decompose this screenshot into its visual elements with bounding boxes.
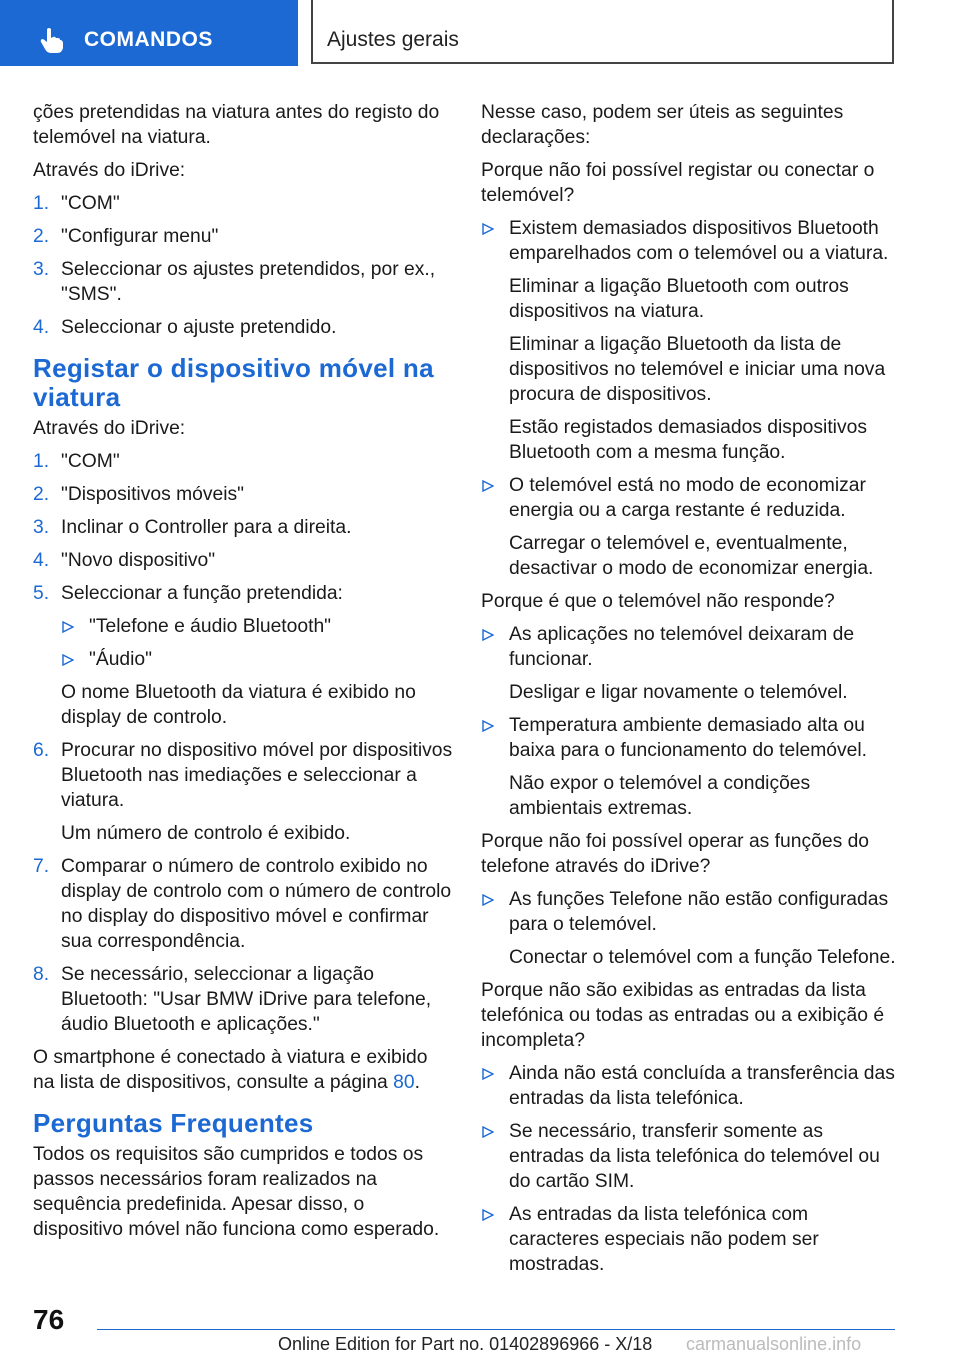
footer-divider [97, 1329, 895, 1330]
list-item [33, 614, 453, 639]
step-text: Se necessário, seleccionar a ligação Bluetooth: "Usar BMW iDrive para telefone, áudio Bluetooth e aplicações." [61, 964, 432, 1035]
list-item [481, 887, 901, 937]
list-item [33, 449, 453, 474]
question: Porque não são exibidas as entradas da lista telefónica ou todas as entradas ou a exibição é incompleta? [481, 980, 885, 1051]
step-number: 7. [33, 856, 50, 877]
answer-text: Se necessário, transferir somente as entradas da lista telefónica do telemóvel ou do cartão SIM. [509, 1121, 880, 1192]
list-item [33, 482, 453, 507]
closing-end: . [414, 1072, 420, 1093]
step-number: 4. [33, 317, 50, 338]
list-item [33, 548, 453, 573]
step-note: O nome Bluetooth da viatura é exibido no display de controlo. [61, 682, 416, 728]
option-text: "Telefone e áudio Bluetooth" [89, 616, 332, 637]
triangle-bullet-icon [62, 654, 74, 666]
paragraph: Através do iDrive: [33, 160, 186, 181]
heading-register: Registar o dispositivo móvel na viatura [33, 353, 434, 412]
step-text: Procurar no dispositivo móvel por dispositivos Bluetooth nas imediações e seleccionar a viatura. [61, 740, 453, 811]
step-number: 8. [33, 964, 50, 985]
answer-note: Estão registados demasiados dispositivos Bluetooth com a mesma função. [509, 417, 867, 463]
step-number: 4. [33, 550, 50, 571]
section-label: COMANDOS [84, 28, 213, 51]
option-text: "Áudio" [89, 649, 153, 670]
triangle-bullet-icon [482, 1209, 494, 1221]
closing-text: O smartphone é conectado à viatura e exibido na lista de dispositivos, consulte a página [33, 1047, 428, 1093]
step-number: 6. [33, 740, 50, 761]
list-item [481, 216, 901, 266]
step-number: 3. [33, 517, 50, 538]
answer-note: Eliminar a ligação Bluetooth com outros dispositivos na viatura. [509, 276, 849, 322]
answer-text: Temperatura ambiente demasiado alta ou baixa para o funcionamento do telemóvel. [509, 715, 868, 761]
list-item [481, 473, 901, 523]
step-number: 1. [33, 193, 50, 214]
page-header [0, 0, 960, 66]
answer-note: Conectar o telemóvel com a função Telefone. [509, 947, 896, 968]
page-link[interactable]: 80 [393, 1072, 415, 1093]
answer-note: Não expor o telemóvel a condições ambientais extremas. [509, 773, 811, 819]
list-item [33, 257, 453, 307]
step-number: 5. [33, 583, 50, 604]
answer-text: O telemóvel está no modo de economizar energia ou a carga restante é reduzida. [509, 475, 866, 521]
list-item [33, 854, 453, 954]
triangle-bullet-icon [482, 629, 494, 641]
question: Porque é que o telemóvel não responde? [481, 591, 835, 612]
paragraph: Nesse caso, podem ser úteis as seguintes declarações: [481, 102, 844, 148]
step-text: Inclinar o Controller para a direita. [61, 517, 352, 538]
step-text: "Configurar menu" [61, 226, 219, 247]
step-text: Comparar o número de controlo exibido no display de controlo com o número de controlo no display do dispositivo móvel e confirmar sua correspondência. [61, 856, 452, 952]
paragraph: Através do iDrive: [33, 418, 186, 439]
answer-note: Carregar o telemóvel e, eventualmente, desactivar o modo de economizar energia. [509, 533, 874, 579]
step-text: "Dispositivos móveis" [61, 484, 244, 505]
chapter-tab[interactable] [311, 0, 894, 64]
triangle-bullet-icon [482, 223, 494, 235]
step-text: Seleccionar a função pretendida: [61, 583, 343, 604]
step-text: "COM" [61, 193, 120, 214]
list-item [481, 713, 901, 763]
section-tab[interactable] [0, 0, 298, 66]
answer-text: Existem demasiados dispositivos Bluetooth emparelhados com o telemóvel ou a viatura. [509, 218, 889, 264]
answer-note: Eliminar a ligação Bluetooth da lista de dispositivos no telemóvel e iniciar uma nova procura de dispositivos. [509, 334, 886, 405]
paragraph [33, 1045, 453, 1095]
triangle-bullet-icon [482, 894, 494, 906]
answer-note: Desligar e ligar novamente o telemóvel. [509, 682, 848, 703]
step-text: "COM" [61, 451, 120, 472]
watermark: carmanualsonline.info [686, 1334, 862, 1354]
edition-text: Online Edition for Part no. 01402896966 - X/18 [278, 1334, 653, 1354]
list-item [33, 962, 453, 1037]
step-text: "Novo dispositivo" [61, 550, 216, 571]
step-number: 3. [33, 259, 50, 280]
list-item [33, 315, 453, 340]
list-item [33, 738, 453, 813]
triangle-bullet-icon [482, 720, 494, 732]
question: Porque não foi possível registar ou conectar o telemóvel? [481, 160, 875, 206]
triangle-bullet-icon [482, 1068, 494, 1080]
step-note: Um número de controlo é exibido. [61, 823, 351, 844]
list-item [33, 647, 453, 672]
page-number: 76 [33, 1304, 65, 1335]
hand-pointer-icon [38, 26, 66, 54]
list-item [481, 1061, 901, 1111]
list-item [481, 1119, 901, 1194]
answer-text: Ainda não está concluída a transferência das entradas da lista telefónica. [509, 1063, 895, 1109]
step-number: 2. [33, 226, 50, 247]
step-text: Seleccionar os ajustes pretendidos, por ex., "SMS". [61, 259, 436, 305]
chapter-title: Ajustes gerais [327, 28, 459, 51]
right-column [481, 100, 901, 1285]
list-item [33, 191, 453, 216]
answer-text: As entradas da lista telefónica com caracteres especiais não podem ser mostradas. [509, 1204, 819, 1275]
left-column [33, 100, 453, 1250]
triangle-bullet-icon [62, 621, 74, 633]
list-item [33, 515, 453, 540]
list-item [33, 581, 453, 606]
paragraph: ções pretendidas na viatura antes do registo do telemóvel na viatura. [33, 102, 440, 148]
answer-text: As funções Telefone não estão configuradas para o telemóvel. [509, 889, 889, 935]
answer-text: As aplicações no telemóvel deixaram de funcionar. [509, 624, 855, 670]
step-number: 1. [33, 451, 50, 472]
step-number: 2. [33, 484, 50, 505]
paragraph: Todos os requisitos são cumpridos e todos os passos necessários foram realizados na sequência predefinida. Apesar disso, o dispositivo móvel não funciona como esperado. [33, 1144, 440, 1240]
question: Porque não foi possível operar as funções do telefone através do iDrive? [481, 831, 870, 877]
triangle-bullet-icon [482, 480, 494, 492]
list-item [481, 622, 901, 672]
list-item [481, 1202, 901, 1277]
step-text: Seleccionar o ajuste pretendido. [61, 317, 337, 338]
list-item [33, 224, 453, 249]
heading-faq: Perguntas Frequentes [33, 1108, 314, 1138]
triangle-bullet-icon [482, 1126, 494, 1138]
